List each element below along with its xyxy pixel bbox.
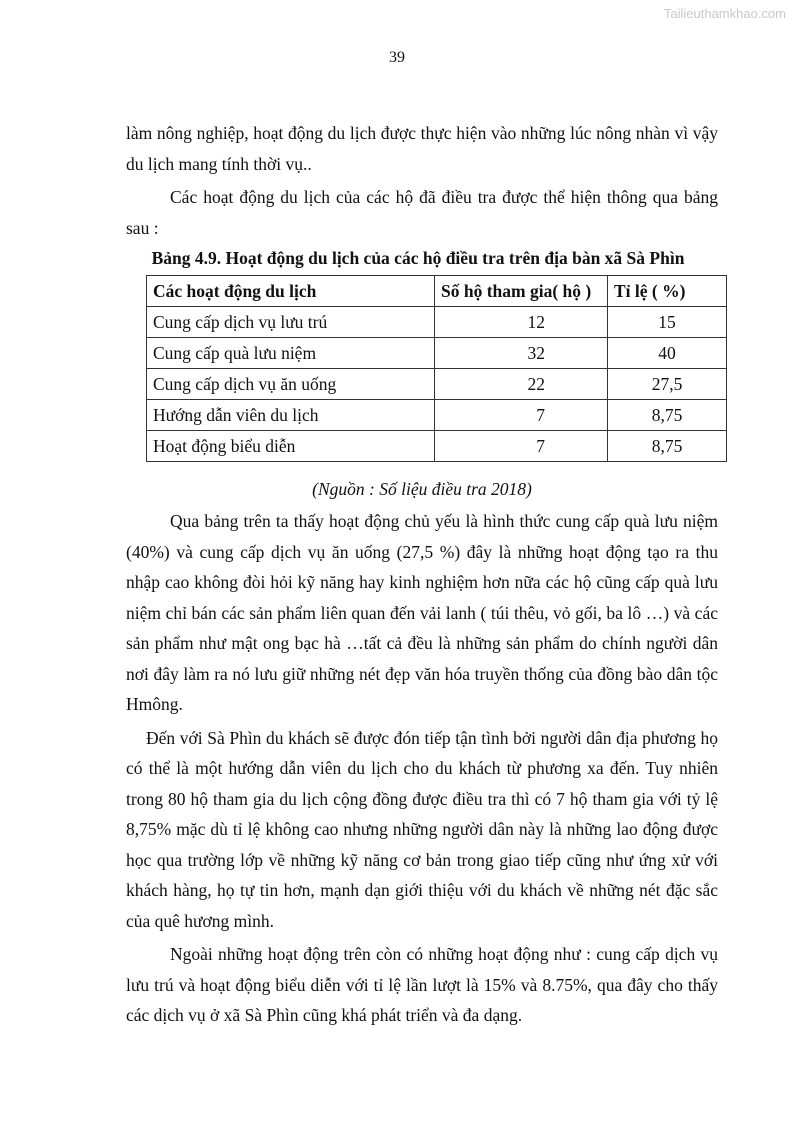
cell-percent: 40 xyxy=(608,338,727,369)
table-row xyxy=(147,338,727,369)
cell-households: 12 xyxy=(435,307,608,338)
cell-households: 32 xyxy=(435,338,608,369)
cell-activity: Hướng dẫn viên du lịch xyxy=(147,400,435,431)
page-number: 39 xyxy=(389,49,405,66)
cell-activity: Cung cấp dịch vụ lưu trú xyxy=(147,307,435,338)
cell-percent: 8,75 xyxy=(608,431,727,462)
header-activity: Các hoạt động du lịch xyxy=(147,276,435,307)
cell-percent: 15 xyxy=(608,307,727,338)
paragraph-5: Ngoài những hoạt động trên còn có những hoạt động như : cung cấp dịch vụ lưu trú và hoạt động biểu diễn với tỉ lệ lần lượt là 15% và 8.75%, qua đây cho thấy các dịch vụ ở xã Sà Phìn cũng khá phát triển và đa dạng. xyxy=(126,944,718,1025)
table-row xyxy=(147,369,727,400)
paragraph-3: Qua bảng trên ta thấy hoạt động chủ yếu là hình thức cung cấp quà lưu niệm (40%) và cung cấp dịch vụ ăn uống (27,5 %) đây là những hoạt động tạo ra thu nhập cao không đòi hỏi kỹ năng hay kinh nghiệm hơn nữa các hộ cũng cấp quà lưu niệm chỉ bán các sản phẩm liên quan đến vải lanh ( túi thêu, vỏ gối, ba lô …) và các sản phẩm như mật ong bạc hà …tất cả đều là những sản phẩm do chính người dân nơi đây làm ra nó lưu giữ những nét đẹp văn hóa truyền thống của đồng bào dân tộc Hmông. xyxy=(126,511,718,714)
paragraph-1: làm nông nghiệp, hoạt động du lịch được thực hiện vào những lúc nông nhàn vì vậy du lịch mang tính thời vụ.. xyxy=(126,123,718,174)
cell-activity: Cung cấp dịch vụ ăn uống xyxy=(147,369,435,400)
table-source: (Nguồn : Số liệu điều tra 2018) xyxy=(312,479,532,499)
header-households: Số hộ tham gia( hộ ) xyxy=(435,276,608,307)
cell-percent: 8,75 xyxy=(608,400,727,431)
cell-households: 7 xyxy=(435,431,608,462)
header-percent: Tỉ lệ ( %) xyxy=(608,276,727,307)
paragraph-4: Đến với Sà Phìn du khách sẽ được đón tiếp tận tình bởi người dân địa phương họ có thể là một hướng dẫn viên du lịch cho du khách từ phương xa đến. Tuy nhiên trong 80 hộ tham gia du lịch cộng đồng được điều tra thì có 7 hộ tham gia với tỷ lệ 8,75% mặc dù tỉ lệ không cao nhưng những người dân này là những lao động được học qua trường lớp về những kỹ năng cơ bản trong giao tiếp cũng như ứng xử với khách hàng, họ tự tin hơn, mạnh dạn giới thiệu với du khách về những nét đặc sắc của quê hương mình. xyxy=(126,727,718,931)
table-row xyxy=(147,431,727,462)
table-header-row xyxy=(147,276,727,307)
document-body xyxy=(126,118,718,1031)
table-row xyxy=(147,400,727,431)
table-row xyxy=(147,307,727,338)
watermark-text: Tailieuthamkhao.com xyxy=(663,6,786,21)
cell-households: 22 xyxy=(435,369,608,400)
cell-activity: Cung cấp quà lưu niệm xyxy=(147,338,435,369)
cell-households: 7 xyxy=(435,400,608,431)
cell-activity: Hoạt động biểu diễn xyxy=(147,431,435,462)
paragraph-2: Các hoạt động du lịch của các hộ đã điều tra được thể hiện thông qua bảng sau : xyxy=(126,187,718,238)
activities-table xyxy=(146,275,727,462)
cell-percent: 27,5 xyxy=(608,369,727,400)
table-title: Bảng 4.9. Hoạt động du lịch của các hộ điều tra trên địa bàn xã Sà Phìn xyxy=(151,248,685,268)
